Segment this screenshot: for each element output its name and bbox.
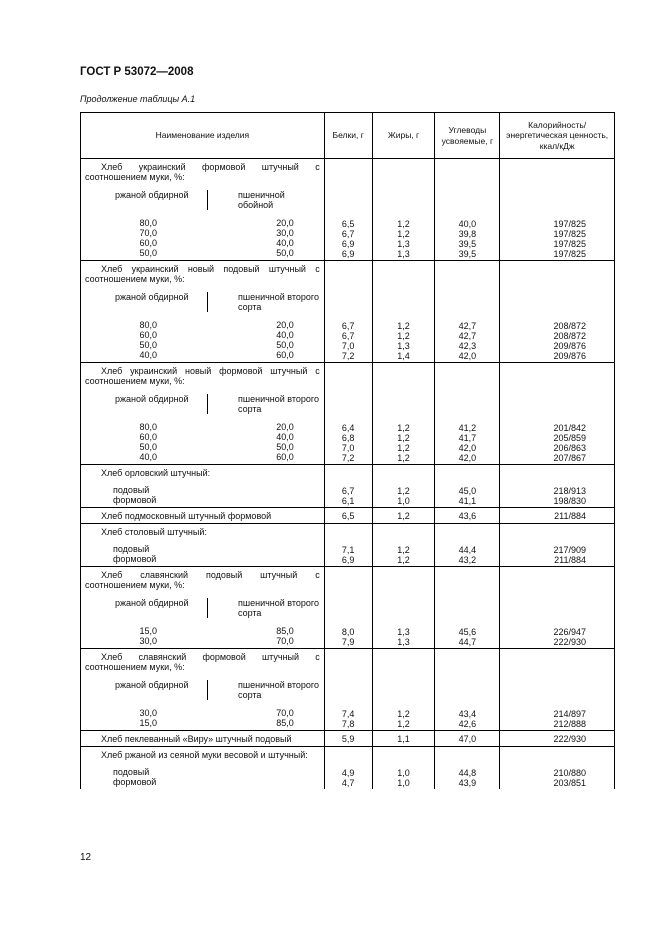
fat-value: 1,2 <box>397 554 410 565</box>
energy-value: 201/842 <box>553 422 586 433</box>
energy-value: 205/859 <box>553 432 586 443</box>
flour-type-rye: ржаной обдирной <box>115 292 189 302</box>
protein-cell <box>324 508 372 524</box>
product-group-title: Хлеб столовый штучный: <box>101 527 207 537</box>
carbs-cell <box>435 731 500 747</box>
flour-type-wheat: пшеничной второго сорта <box>207 394 320 414</box>
protein-cell <box>324 261 372 363</box>
energy-cell <box>500 261 615 363</box>
fat-cell <box>372 524 435 567</box>
protein-value: 6,5 <box>341 218 355 229</box>
carbs-value: 42,7 <box>458 320 477 331</box>
product-name: Хлеб пеклеванный «Виру» штучный подовый <box>101 734 292 744</box>
ratio-wheat: 50,0 <box>276 442 294 452</box>
protein-value: 7,2 <box>341 452 355 463</box>
energy-value: 198/830 <box>553 495 586 506</box>
ratio-row <box>85 218 320 228</box>
protein-value: 4,9 <box>341 767 355 778</box>
carbs-cell <box>435 159 500 261</box>
fat-cell <box>372 731 435 747</box>
product-name-cell <box>81 363 325 465</box>
ratio-row <box>85 422 320 432</box>
protein-cell <box>324 731 372 747</box>
product-group-title: Хлеб украинский новый подовый штучный с соотношением муки, %: <box>85 264 320 284</box>
product-name-cell <box>81 465 325 508</box>
flour-type-rye: ржаной обдирной <box>115 190 189 200</box>
table-row <box>81 261 615 363</box>
carbs-cell <box>435 508 500 524</box>
ratio-rye: 60,0 <box>139 432 157 442</box>
protein-value: 7,2 <box>341 350 355 361</box>
protein-cell <box>324 649 372 731</box>
carbs-value: 43,4 <box>458 708 477 719</box>
ratio-wheat: 40,0 <box>276 432 294 442</box>
ratio-wheat: 70,0 <box>276 708 294 718</box>
ratio-wheat: 20,0 <box>276 320 294 330</box>
ratio-wheat: 85,0 <box>276 626 294 636</box>
header-carbs: Углеводы усвояемые, г <box>435 113 500 159</box>
energy-cell <box>500 524 615 567</box>
flour-type-wheat: пшеничной второго сорта <box>207 680 320 700</box>
fat-value: 1,3 <box>397 626 410 637</box>
energy-value: 218/913 <box>553 485 586 496</box>
protein-cell <box>324 567 372 649</box>
fat-cell <box>372 567 435 649</box>
flour-type-rye: ржаной обдирной <box>115 394 189 404</box>
protein-value: 6,5 <box>341 511 355 521</box>
ratio-row <box>85 432 320 442</box>
product-name-cell <box>81 731 325 747</box>
carbs-value: 42,7 <box>458 330 477 341</box>
energy-cell <box>500 363 615 465</box>
ratio-row <box>85 248 320 258</box>
carbs-value: 43,9 <box>458 777 477 788</box>
carbs-cell <box>435 524 500 567</box>
ratio-rye: 30,0 <box>139 708 157 718</box>
fat-cell <box>372 747 435 790</box>
fat-value: 1,2 <box>397 432 410 443</box>
carbs-cell <box>435 567 500 649</box>
product-variant: формовой <box>113 495 157 505</box>
protein-value: 7,4 <box>341 708 355 719</box>
product-group-title: Хлеб славянский формовой штучный с соотношением муки, %: <box>85 652 320 672</box>
protein-cell <box>324 465 372 508</box>
ratio-wheat: 40,0 <box>276 330 294 340</box>
ratio-wheat: 85,0 <box>276 718 294 728</box>
fat-value: 1,2 <box>397 511 410 521</box>
product-group-title: Хлеб ржаной из сеяной муки весовой и штучный: <box>101 750 308 760</box>
product-variant: формовой <box>113 554 157 564</box>
carbs-value: 43,6 <box>458 511 477 521</box>
ratio-rye: 80,0 <box>139 422 157 432</box>
ratio-row <box>85 452 320 462</box>
table-body <box>81 159 615 790</box>
ratio-wheat: 50,0 <box>276 340 294 350</box>
ratio-row <box>85 340 320 350</box>
energy-cell <box>500 649 615 731</box>
ratio-row <box>85 636 320 646</box>
product-group-title: Хлеб орловский штучный: <box>101 468 211 478</box>
carbs-value: 39,5 <box>458 248 477 259</box>
protein-value: 6,7 <box>341 228 355 239</box>
protein-value: 7,0 <box>341 340 355 351</box>
table-row <box>81 747 615 790</box>
fat-value: 1,3 <box>397 238 410 249</box>
carbs-value: 44,8 <box>458 767 477 778</box>
carbs-value: 42,0 <box>458 442 477 453</box>
fat-value: 1,2 <box>397 485 410 496</box>
product-variant: формовой <box>113 777 157 787</box>
nutrition-table <box>80 112 615 789</box>
fat-value: 1,3 <box>397 248 410 259</box>
carbs-value: 41,1 <box>458 495 477 506</box>
energy-value: 197/825 <box>553 218 586 229</box>
table-row <box>81 508 615 524</box>
carbs-value: 39,8 <box>458 228 477 239</box>
protein-cell <box>324 747 372 790</box>
energy-value: 208/872 <box>553 320 586 331</box>
energy-value: 217/909 <box>553 544 586 555</box>
protein-value: 6,9 <box>341 248 355 259</box>
carbs-value: 43,2 <box>458 554 477 565</box>
fat-value: 1,0 <box>397 777 410 788</box>
ratio-rye: 50,0 <box>139 340 157 350</box>
energy-cell <box>500 159 615 261</box>
protein-value: 6,7 <box>341 485 355 496</box>
protein-value: 7,1 <box>341 544 355 555</box>
fat-value: 1,0 <box>397 767 410 778</box>
product-name: Хлеб подмосковный штучный формовой <box>101 511 272 521</box>
energy-cell <box>500 731 615 747</box>
product-name-cell <box>81 261 325 363</box>
protein-value: 7,9 <box>341 636 355 647</box>
ratio-rye: 60,0 <box>139 238 157 248</box>
flour-type-rye: ржаной обдирной <box>115 680 189 690</box>
carbs-value: 42,6 <box>458 718 477 729</box>
fat-value: 1,2 <box>397 218 410 229</box>
energy-value: 197/825 <box>553 248 586 259</box>
table-row <box>81 159 615 261</box>
ratio-rye: 80,0 <box>139 218 157 228</box>
ratio-row <box>85 228 320 238</box>
carbs-value: 40,0 <box>458 218 477 229</box>
carbs-value: 44,4 <box>458 544 477 555</box>
ratio-rye: 50,0 <box>139 442 157 452</box>
protein-value: 6,9 <box>341 238 355 249</box>
fat-value: 1,2 <box>397 330 410 341</box>
carbs-cell <box>435 363 500 465</box>
energy-cell <box>500 567 615 649</box>
carbs-value: 44,7 <box>458 636 477 647</box>
product-name-cell <box>81 524 325 567</box>
energy-value: 211/884 <box>554 511 586 521</box>
product-group-title: Хлеб украинский формовой штучный с соотношением муки, %: <box>85 162 320 182</box>
fat-value: 1,2 <box>397 228 410 239</box>
product-name-cell <box>81 747 325 790</box>
product-name-cell <box>81 508 325 524</box>
protein-cell <box>324 363 372 465</box>
energy-value: 203/851 <box>553 777 586 788</box>
ratio-wheat: 20,0 <box>276 422 294 432</box>
fat-value: 1,3 <box>397 636 410 647</box>
carbs-value: 45,6 <box>458 626 477 637</box>
product-name-cell <box>81 649 325 731</box>
product-variant: подовый <box>113 485 150 495</box>
fat-value: 1,2 <box>397 442 410 453</box>
carbs-value: 39,5 <box>458 238 477 249</box>
table-header-row <box>81 113 615 159</box>
fat-value: 1,2 <box>397 718 410 729</box>
product-variant: подовый <box>113 767 150 777</box>
product-name-cell <box>81 159 325 261</box>
fat-value: 1,3 <box>397 340 410 351</box>
energy-cell <box>500 747 615 790</box>
flour-type-wheat: пшеничной второго сорта <box>207 598 320 618</box>
energy-value: 197/825 <box>553 228 586 239</box>
energy-cell <box>500 465 615 508</box>
protein-value: 6,8 <box>341 432 355 443</box>
table-row <box>81 567 615 649</box>
fat-cell <box>372 261 435 363</box>
ratio-row <box>85 718 320 728</box>
ratio-row <box>85 320 320 330</box>
flour-type-wheat: пшеничной обойной <box>207 190 320 210</box>
fat-cell <box>372 363 435 465</box>
ratio-row <box>85 442 320 452</box>
ratio-rye: 30,0 <box>139 636 157 646</box>
fat-cell <box>372 649 435 731</box>
ratio-wheat: 60,0 <box>276 350 294 360</box>
protein-value: 7,8 <box>341 718 355 729</box>
energy-value: 211/884 <box>554 554 586 565</box>
header-name: Наименование изделия <box>81 113 325 159</box>
ratio-rye: 60,0 <box>139 330 157 340</box>
energy-value: 197/825 <box>553 238 586 249</box>
protein-value: 6,9 <box>341 554 355 565</box>
carbs-cell <box>435 261 500 363</box>
table-row <box>81 649 615 731</box>
header-energy: Калорийность/ энергетическая ценность, ккал/кДж <box>500 113 615 159</box>
table-row <box>81 524 615 567</box>
ratio-wheat: 60,0 <box>276 452 294 462</box>
product-name-cell <box>81 567 325 649</box>
ratio-rye: 15,0 <box>139 718 157 728</box>
fat-value: 1,0 <box>397 495 410 506</box>
carbs-value: 42,0 <box>458 350 477 361</box>
fat-cell <box>372 508 435 524</box>
ratio-row <box>85 708 320 718</box>
ratio-row <box>85 238 320 248</box>
fat-value: 1,1 <box>397 734 410 744</box>
page-number: 12 <box>80 852 92 863</box>
fat-value: 1,2 <box>397 452 410 463</box>
ratio-rye: 40,0 <box>139 452 157 462</box>
ratio-wheat: 20,0 <box>276 218 294 228</box>
fat-value: 1,4 <box>397 350 410 361</box>
header-fat: Жиры, г <box>372 113 435 159</box>
carbs-value: 47,0 <box>458 734 477 744</box>
protein-value: 7,0 <box>341 442 355 453</box>
fat-value: 1,2 <box>397 708 410 719</box>
energy-value: 209/876 <box>553 340 586 351</box>
fat-value: 1,2 <box>397 422 410 433</box>
carbs-value: 42,0 <box>458 452 477 463</box>
energy-value: 222/930 <box>553 734 586 744</box>
header-protein: Белки, г <box>324 113 372 159</box>
fat-cell <box>372 465 435 508</box>
energy-value: 208/872 <box>553 330 586 341</box>
protein-value: 8,0 <box>341 626 355 637</box>
carbs-cell <box>435 649 500 731</box>
protein-value: 4,7 <box>341 777 355 788</box>
ratio-row <box>85 350 320 360</box>
energy-value: 226/947 <box>553 626 586 637</box>
protein-value: 6,7 <box>341 320 355 331</box>
table-row <box>81 363 615 465</box>
ratio-rye: 40,0 <box>139 350 157 360</box>
product-variant: подовый <box>113 544 150 554</box>
ratio-wheat: 70,0 <box>276 636 294 646</box>
ratio-wheat: 50,0 <box>276 248 294 258</box>
ratio-rye: 70,0 <box>139 228 157 238</box>
ratio-row <box>85 626 320 636</box>
carbs-value: 41,2 <box>458 422 477 433</box>
protein-cell <box>324 159 372 261</box>
energy-value: 209/876 <box>553 350 586 361</box>
ratio-rye: 15,0 <box>139 626 157 636</box>
carbs-value: 42,3 <box>458 340 477 351</box>
product-group-title: Хлеб украинский новый формовой штучный с соотношением муки, %: <box>85 366 320 386</box>
fat-value: 1,2 <box>397 544 410 555</box>
protein-value: 6,7 <box>341 330 355 341</box>
protein-value: 5,9 <box>341 734 355 744</box>
fat-value: 1,2 <box>397 320 410 331</box>
ratio-rye: 80,0 <box>139 320 157 330</box>
protein-value: 6,4 <box>341 422 355 433</box>
fat-cell <box>372 159 435 261</box>
energy-value: 214/897 <box>553 708 586 719</box>
protein-value: 6,1 <box>341 495 355 506</box>
energy-value: 210/880 <box>553 767 586 778</box>
protein-cell <box>324 524 372 567</box>
energy-value: 207/867 <box>553 452 586 463</box>
ratio-wheat: 40,0 <box>276 238 294 248</box>
energy-cell <box>500 508 615 524</box>
document-header: ГОСТ Р 53072—2008 <box>80 66 194 78</box>
energy-value: 206/863 <box>553 442 586 453</box>
flour-type-rye: ржаной обдирной <box>115 598 189 608</box>
energy-value: 212/888 <box>553 718 586 729</box>
carbs-cell <box>435 465 500 508</box>
table-row <box>81 465 615 508</box>
flour-type-wheat: пшеничной второго сорта <box>207 292 320 312</box>
carbs-cell <box>435 747 500 790</box>
ratio-wheat: 30,0 <box>276 228 294 238</box>
product-group-title: Хлеб славянский подовый штучный с соотношением муки, %: <box>85 570 320 590</box>
carbs-value: 41,7 <box>458 432 477 443</box>
energy-value: 222/930 <box>553 636 586 647</box>
table-continuation-caption: Продолжение таблицы А.1 <box>80 94 196 104</box>
ratio-rye: 50,0 <box>139 248 157 258</box>
carbs-value: 45,0 <box>458 485 477 496</box>
table-row <box>81 731 615 747</box>
ratio-row <box>85 330 320 340</box>
